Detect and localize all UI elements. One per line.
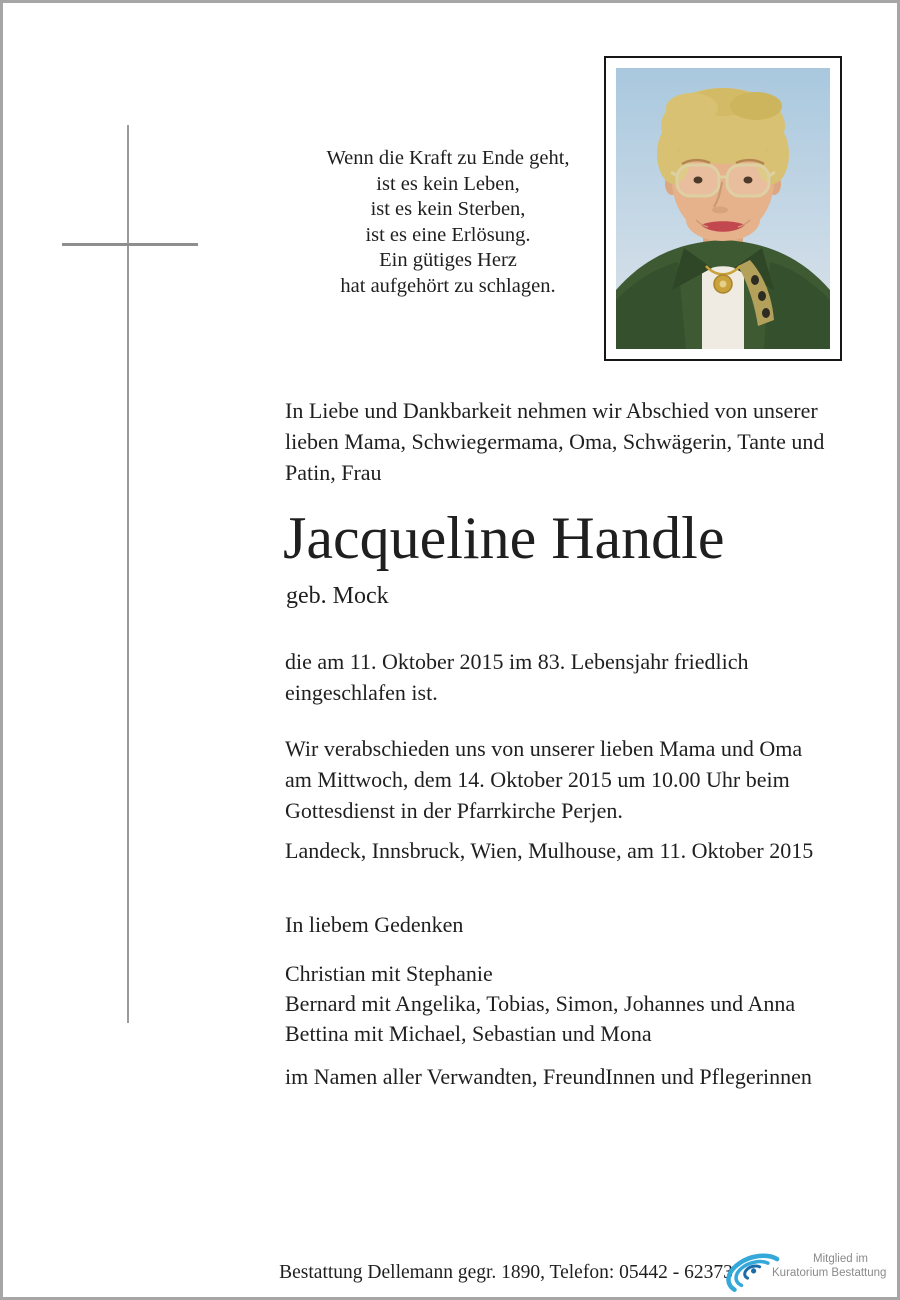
intro-line: lieben Mama, Schwiegermama, Oma, Schwägerin, Tante und xyxy=(285,429,825,454)
death-statement xyxy=(285,646,875,708)
death-statement-line: eingeschlafen ist. xyxy=(285,680,438,705)
farewell-line: Gottesdienst in der Pfarrkirche Perjen. xyxy=(285,798,623,823)
mourners-list xyxy=(285,959,885,1049)
mourner-line: Bernard mit Angelika, Tobias, Simon, Johannes und Anna xyxy=(285,991,796,1016)
introduction xyxy=(285,395,875,488)
mourner-line: Christian mit Stephanie xyxy=(285,961,493,986)
membership-note xyxy=(772,1252,886,1280)
intro-line: In Liebe und Dankbarkeit nehmen wir Abschied von unserer xyxy=(285,398,818,423)
poem-line: hat aufgehört zu schlagen. xyxy=(340,274,556,297)
portrait-photo-frame xyxy=(604,56,842,361)
death-statement-line: die am 11. Oktober 2015 im 83. Lebensjahr friedlich xyxy=(285,649,749,674)
poem-line: ist es eine Erlösung. xyxy=(365,223,531,246)
farewell-notice xyxy=(285,733,885,826)
membership-line: Kuratorium Bestattung xyxy=(772,1267,887,1279)
remembrance-heading: In liebem Gedenken xyxy=(285,912,464,937)
poem-line: Ein gütiges Herz xyxy=(379,249,517,272)
poem-line: Wenn die Kraft zu Ende geht, xyxy=(326,147,570,169)
intro-line: Patin, Frau xyxy=(285,460,382,485)
cross-icon xyxy=(127,125,129,1023)
portrait-photo xyxy=(616,68,830,349)
cross-icon-bar xyxy=(62,243,198,246)
farewell-line: Wir verabschieden uns von unserer lieben Mama und Oma xyxy=(285,736,803,761)
poem-line: ist es kein Leben, xyxy=(376,172,520,195)
poem xyxy=(255,146,641,300)
deceased-name: Jacqueline Handle xyxy=(283,505,725,571)
dateline: Landeck, Innsbruck, Wien, Mulhouse, am 11. Oktober 2015 xyxy=(285,838,814,863)
membership-line: Mitglied im xyxy=(813,1253,868,1265)
remembrance-closing: im Namen aller Verwandten, FreundInnen und Pflegerinnen xyxy=(285,1064,812,1089)
poem-line: ist es kein Sterben, xyxy=(370,198,526,221)
mourner-line: Bettina mit Michael, Sebastian und Mona xyxy=(285,1021,652,1046)
maiden-name: geb. Mock xyxy=(286,583,389,609)
farewell-line: am Mittwoch, dem 14. Oktober 2015 um 10.00 Uhr beim xyxy=(285,767,790,792)
funeral-home-info: Bestattung Dellemann gegr. 1890, Telefon: 05442 - 62373 xyxy=(279,1262,733,1283)
